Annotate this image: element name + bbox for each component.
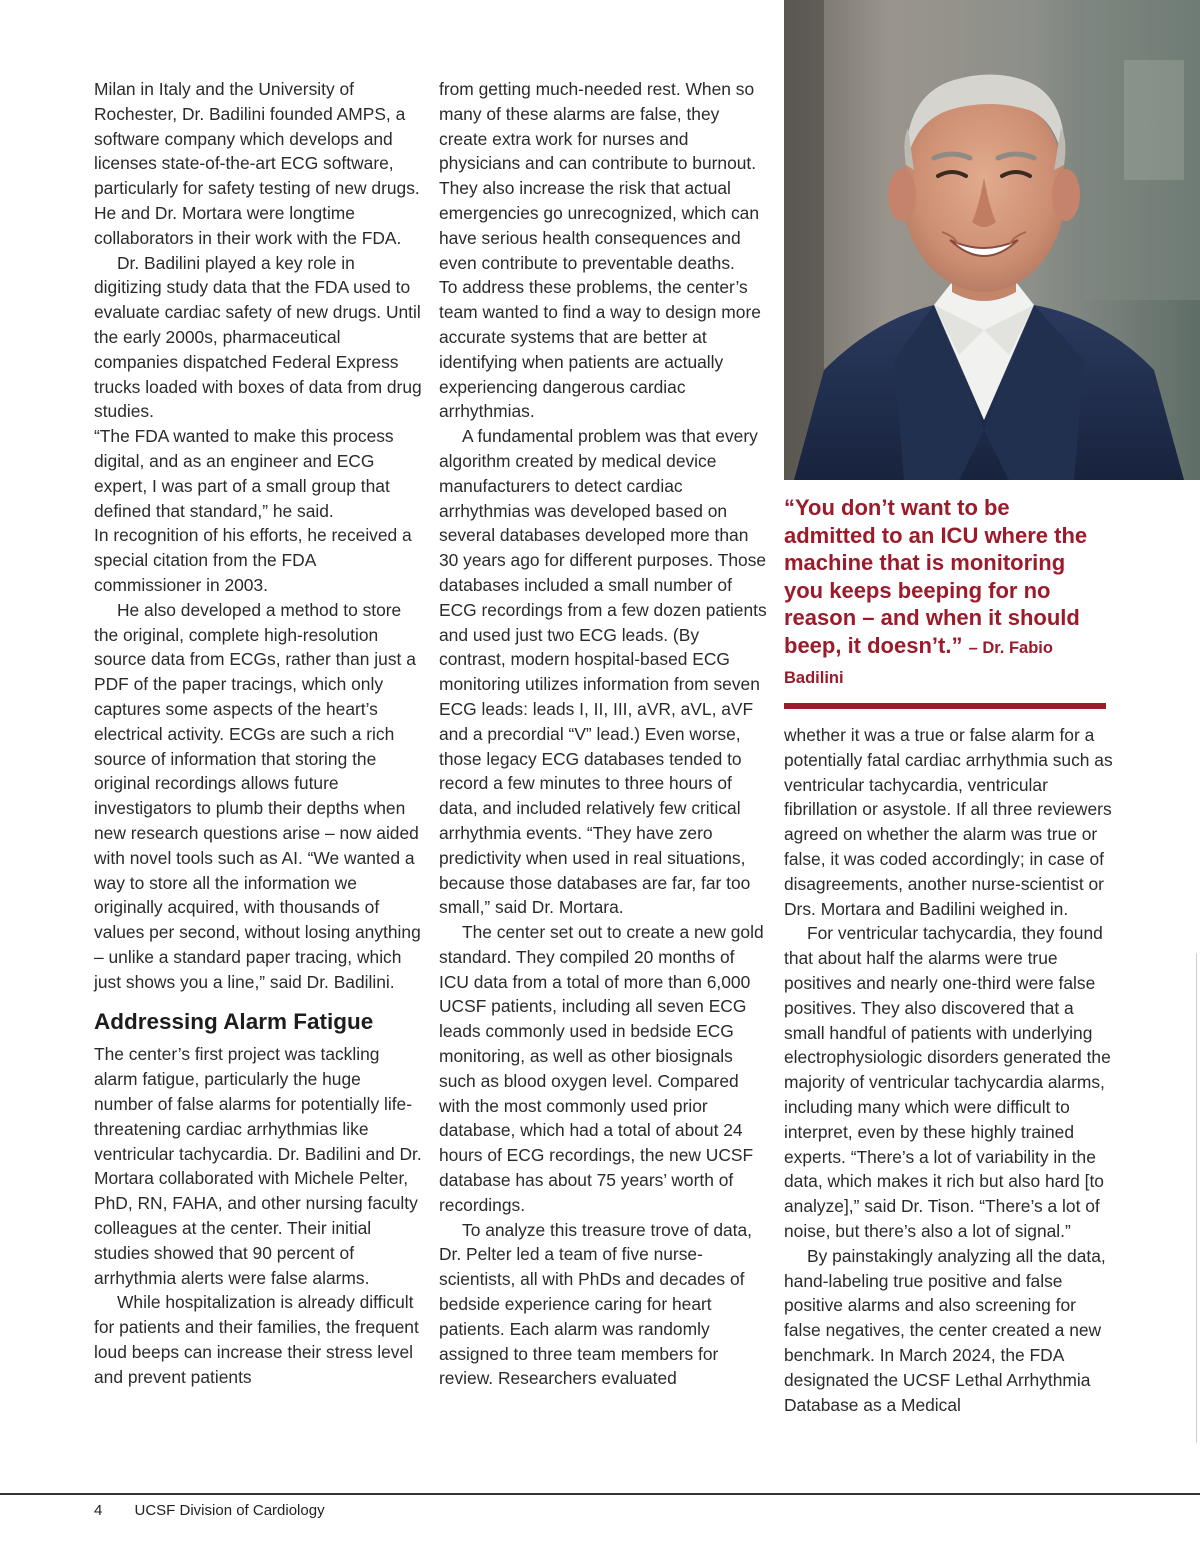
text-column-3 xyxy=(784,723,1114,1417)
paragraph: The center’s first project was tackling alarm fatigue, particularly the huge number of false alarms for potentially life-threatening cardiac arrhythmias like ventricular tachycardia. Dr. Badilini and Dr. Mortara collaborated with Michele Pelter, PhD, RN, FAHA, and other nursing faculty colleagues at the center. Their initial studies showed that 90 percent of arrhythmia alerts were false alarms. xyxy=(94,1044,422,1288)
paragraph: To analyze this treasure trove of data, Dr. Pelter led a team of five nurse-scientists, all with PhDs and decades of bedside experience caring for heart patients. Each alarm was randomly assigned to three team members for review. Researchers evaluated xyxy=(439,1219,753,1389)
paragraph: While hospitalization is already difficult for patients and their families, the frequent loud beeps can increase their stress level and prevent patients xyxy=(94,1292,419,1387)
quote-divider xyxy=(784,703,1106,709)
publication-name: UCSF Division of Cardiology xyxy=(134,1502,325,1519)
footer-divider xyxy=(0,1493,1200,1495)
paragraph: He also developed a method to store the original, complete high-resolution source data from ECGs, rather than just a PDF of the paper tracings, which only captures some aspects of the heart’s electrical activity. ECGs are such a rich source of information that storing the original recordings allows future investigators to plumb their depths when new research questions arise – now aided with novel tools such as AI. “We wanted a way to store all the information we originally acquired, with thousands of values per second, without losing anything – unlike a standard paper tracing, which just shows you a line,” said Dr. Badilini. xyxy=(94,599,421,992)
paragraph: Dr. Badilini played a key role in digitizing study data that the FDA used to evaluate cardiac safety of new drugs. Until the early 2000s, pharmaceutical companies dispatched Federal Express trucks loaded with boxes of data from drug studies. xyxy=(94,252,422,422)
paragraph: whether it was a true or false alarm for a potentially fatal cardiac arrhythmia such as ventricular tachycardia, ventricular fibrillation or asystole. If all three reviewers agreed on whether the alarm was true or false, it was coded accordingly; in case of disagreements, another nurse-scientist or Drs. Mortara and Badilini weighed in. xyxy=(784,725,1113,919)
page-edge-line xyxy=(1196,953,1197,1443)
page-footer xyxy=(94,1502,325,1519)
paragraph: In recognition of his efforts, he received a special citation from the FDA commissioner in 2003. xyxy=(94,525,412,595)
text-column-2 xyxy=(439,77,769,1391)
page-number: 4 xyxy=(94,1502,103,1519)
paragraph: To address these problems, the center’s team wanted to find a way to design more accurate systems that are better at identifying when patients are actually experiencing dangerous cardiac arrhythmias. xyxy=(439,277,761,422)
paragraph: The center set out to create a new gold standard. They compiled 20 months of ICU data from a total of more than 6,000 UCSF patients, including all seven ECG leads commonly used in bedside ECG monitoring, as well as other biosignals such as blood oxygen level. Compared with the most commonly used prior database, which had a total of about 24 hours of ECG recordings, the new UCSF database has about 75 years’ worth of recordings. xyxy=(439,922,764,1215)
section-heading: Addressing Alarm Fatigue xyxy=(94,1009,374,1035)
paragraph: A fundamental problem was that every algorithm created by medical device manufacturers to detect cardiac arrhythmias was developed based on several databases developed more than 30 years ago for different purposes. Those databases included a small number of ECG recordings from a few dozen patients and used just two ECG leads. (By contrast, modern hospital-based ECG monitoring utilizes information from seven ECG leads: leads I, II, III, aVR, aVL, aVF and a precordial “V” lead.) Even worse, those legacy ECG databases tended to record a few minutes to three hours of data, and included relatively few critical arrhythmia events. “They have zero predictivity when used in real situations, because those databases are far, far too small,” said Dr. Mortara. xyxy=(439,426,767,918)
paragraph: “The FDA wanted to make this process digital, and as an engineer and ECG expert, I was part of a small group that defined that standard,” he said. xyxy=(94,426,394,521)
portrait-photo xyxy=(784,0,1200,480)
quote-text: “You don’t want to be admitted to an ICU where the machine that is monitoring you keeps beeping for no reason – and when it should beep, it doesn’t.” xyxy=(784,495,1088,658)
quote-attribution: – Dr. Fabio Badilini xyxy=(784,638,1053,687)
paragraph: Milan in Italy and the University of Rochester, Dr. Badilini founded AMPS, a software company which develops and licenses state-of-the-art ECG software, particularly for safety testing of new drugs. He and Dr. Mortara were longtime collaborators in their work with the FDA. xyxy=(94,79,420,248)
paragraph: By painstakingly analyzing all the data, hand-labeling true positive and false positive alarms and also screening for false negatives, the center created a new benchmark. In March 2024, the FDA designated the UCSF Lethal Arrhythmia Database as a Medical xyxy=(784,1245,1106,1415)
text-column-1 xyxy=(94,77,424,1390)
paragraph: from getting much-needed rest. When so many of these alarms are false, they create extra work for nurses and physicians and can contribute to burnout. They also increase the risk that actual emergencies go unrecognized, which can have serious health consequences and even contribute to preventable deaths. xyxy=(439,79,759,273)
pull-quote xyxy=(784,494,1104,693)
paragraph: For ventricular tachycardia, they found that about half the alarms were true positives and nearly one-third were false positives. They also discovered that a small handful of patients with underlying electrophysiologic disorders generated the majority of ventricular tachycardia alarms, including many which were difficult to interpret, even by these highly trained experts. “There’s a lot of variability in the data, which makes it rich but also hard [to analyze],” said Dr. Tison. “There’s a lot of noise, but there’s also a lot of signal.” xyxy=(784,923,1111,1241)
